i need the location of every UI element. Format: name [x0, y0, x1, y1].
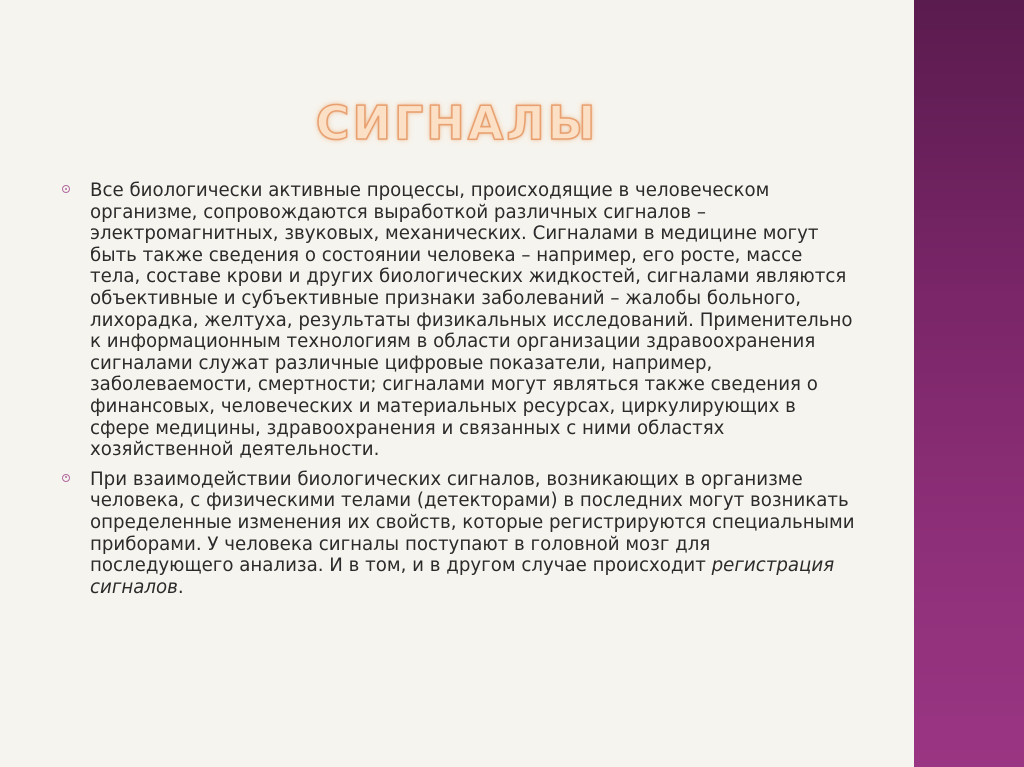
bullet-item [58, 180, 858, 461]
slide-content [58, 180, 858, 606]
bullet-item [58, 469, 858, 599]
bullet-text: Все биологически активные процессы, происходящие в человеческом организме, сопровождаются выработкой различных сигналов – электромагнитных, звуковых, механических. Сигналами в медицине могут быть также сведения о состоянии человека – например, его росте, массе тела, составе крови и других биологических жидкостей, сигналами являются объективные и субъективные признаки заболеваний – жалобы больного, лихорадка, желтуха, результаты физикальных исследований. Применительно к информационным технологиям в области организации здравоохранения сигналами служат различные цифровые показатели, например, заболеваемости, смертности; сигналами могут являться также сведения о финансовых, человеческих и материальных ресурсах, циркулирующих в сфере медицины, здравоохранения и связанных с ними областях хозяйственной деятельности. [90, 180, 853, 461]
bullet-text-end: . [177, 576, 184, 598]
bullet-emphasis-text: регистрация сигналов [90, 555, 835, 598]
side-decorative-band [914, 0, 1024, 767]
bullet-circle-icon [62, 474, 70, 482]
bullet-text: При взаимодействии биологических сигналов, возникающих в организме человека, с физическими телами (детекторами) в последних могут возникать определенные изменения их свойств, которые регистрируются специальными приборами. У человека сигналы поступают в головной мозг для последующего анализа. И в том, и в другом случае происходит [90, 468, 855, 577]
slide-title-text: СИГНАЛЫ [315, 96, 599, 150]
slide-title [0, 96, 914, 150]
bullet-circle-icon [62, 185, 70, 193]
